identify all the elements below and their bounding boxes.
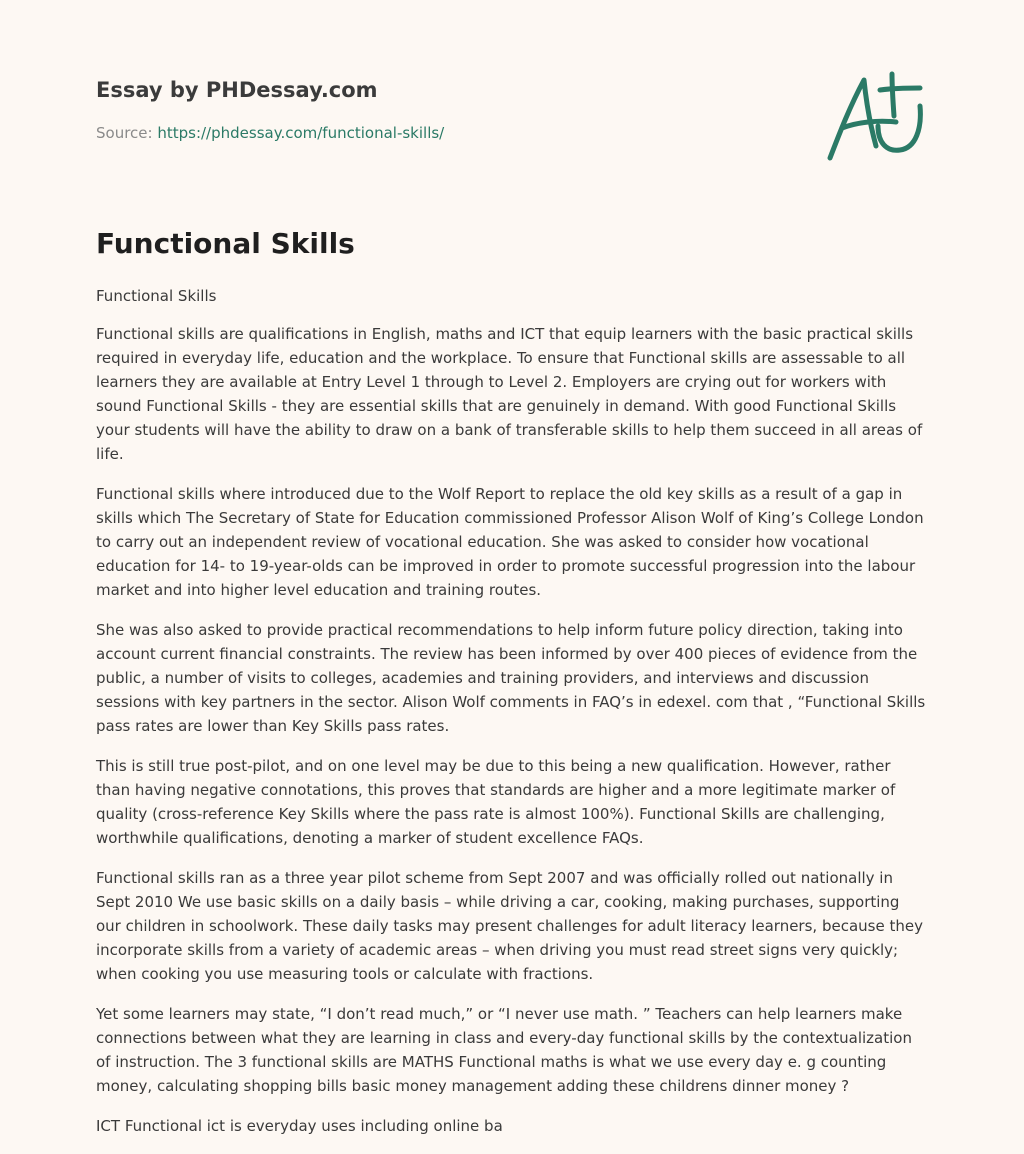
essay-body: [96, 284, 928, 1154]
source-label: Source:: [96, 124, 158, 142]
essay-paragraph: Functional skills where introduced due to the Wolf Report to replace the old key skills as a result of a gap in skills which The Secretary of State for Education commissioned Professor Alison Wolf of King’s College London to carry out an independent review of vocational education. She was asked to consider how vocational education for 14- to 19-year-olds can be improved in order to promote successful progression into the labour market and into higher level education and training routes.: [96, 485, 924, 599]
source-line: [96, 123, 444, 143]
source-link[interactable]: https://phdessay.com/functional-skills/: [157, 124, 445, 142]
essay-paragraph: ICT Functional ict is everyday uses including online ba: [96, 1117, 503, 1135]
essay-subtitle: Functional Skills: [96, 287, 217, 305]
essay-paragraph: This is still true post-pilot, and on one level may be due to this being a new qualification. However, rather than having negative connotations, this proves that standards are higher and a more legitimate marker of quality (cross-reference Key Skills where the pass rate is almost 100%). Functional Skills are challenging, worthwhile qualifications, denoting a marker of student excellence FAQs.: [96, 757, 896, 847]
a-plus-logo-icon: [820, 66, 930, 166]
essay-paragraph: She was also asked to provide practical recommendations to help inform future policy direction, taking into account current financial constraints. The review has been informed by over 400 pieces of evidence from the public, a number of visits to colleges, academies and training providers, and interviews and discussion sessions with key partners in the sector. Alison Wolf comments in FAQ’s in edexel. com that , “Functional Skills pass rates are lower than Key Skills pass rates.: [96, 621, 926, 735]
essay-title: Functional Skills: [96, 227, 355, 260]
site-title: Essay by PHDessay.com: [96, 78, 378, 102]
essay-paragraph: Yet some learners may state, “I don’t read much,” or “I never use math. ” Teachers can help learners make connections between what they are learning in class and every-day functional skills by the contextualization of instruction. The 3 functional skills are MATHS Functional maths is what we use every day e. g counting money, calculating shopping bills basic money management adding these childrens dinner money ?: [96, 1005, 912, 1095]
essay-paragraph: Functional skills ran as a three year pilot scheme from Sept 2007 and was officially rolled out nationally in Sept 2010 We use basic skills on a daily basis – while driving a car, cooking, making purchases, supporting our children in schoolwork. These daily tasks may present challenges for adult literacy learners, because they incorporate skills from a variety of academic areas – when driving you must read street signs very quickly; when cooking you use measuring tools or calculate with fractions.: [96, 869, 923, 983]
essay-paragraph: Functional skills are qualifications in English, maths and ICT that equip learners with the basic practical skills required in everyday life, education and the workplace. To ensure that Functional skills are assessable to all learners they are available at Entry Level 1 through to Level 2. Employers are crying out for workers with sound Functional Skills - they are essential skills that are genuinely in demand. With good Functional Skills your students will have the ability to draw on a bank of transferable skills to help them succeed in all areas of life.: [96, 325, 923, 463]
